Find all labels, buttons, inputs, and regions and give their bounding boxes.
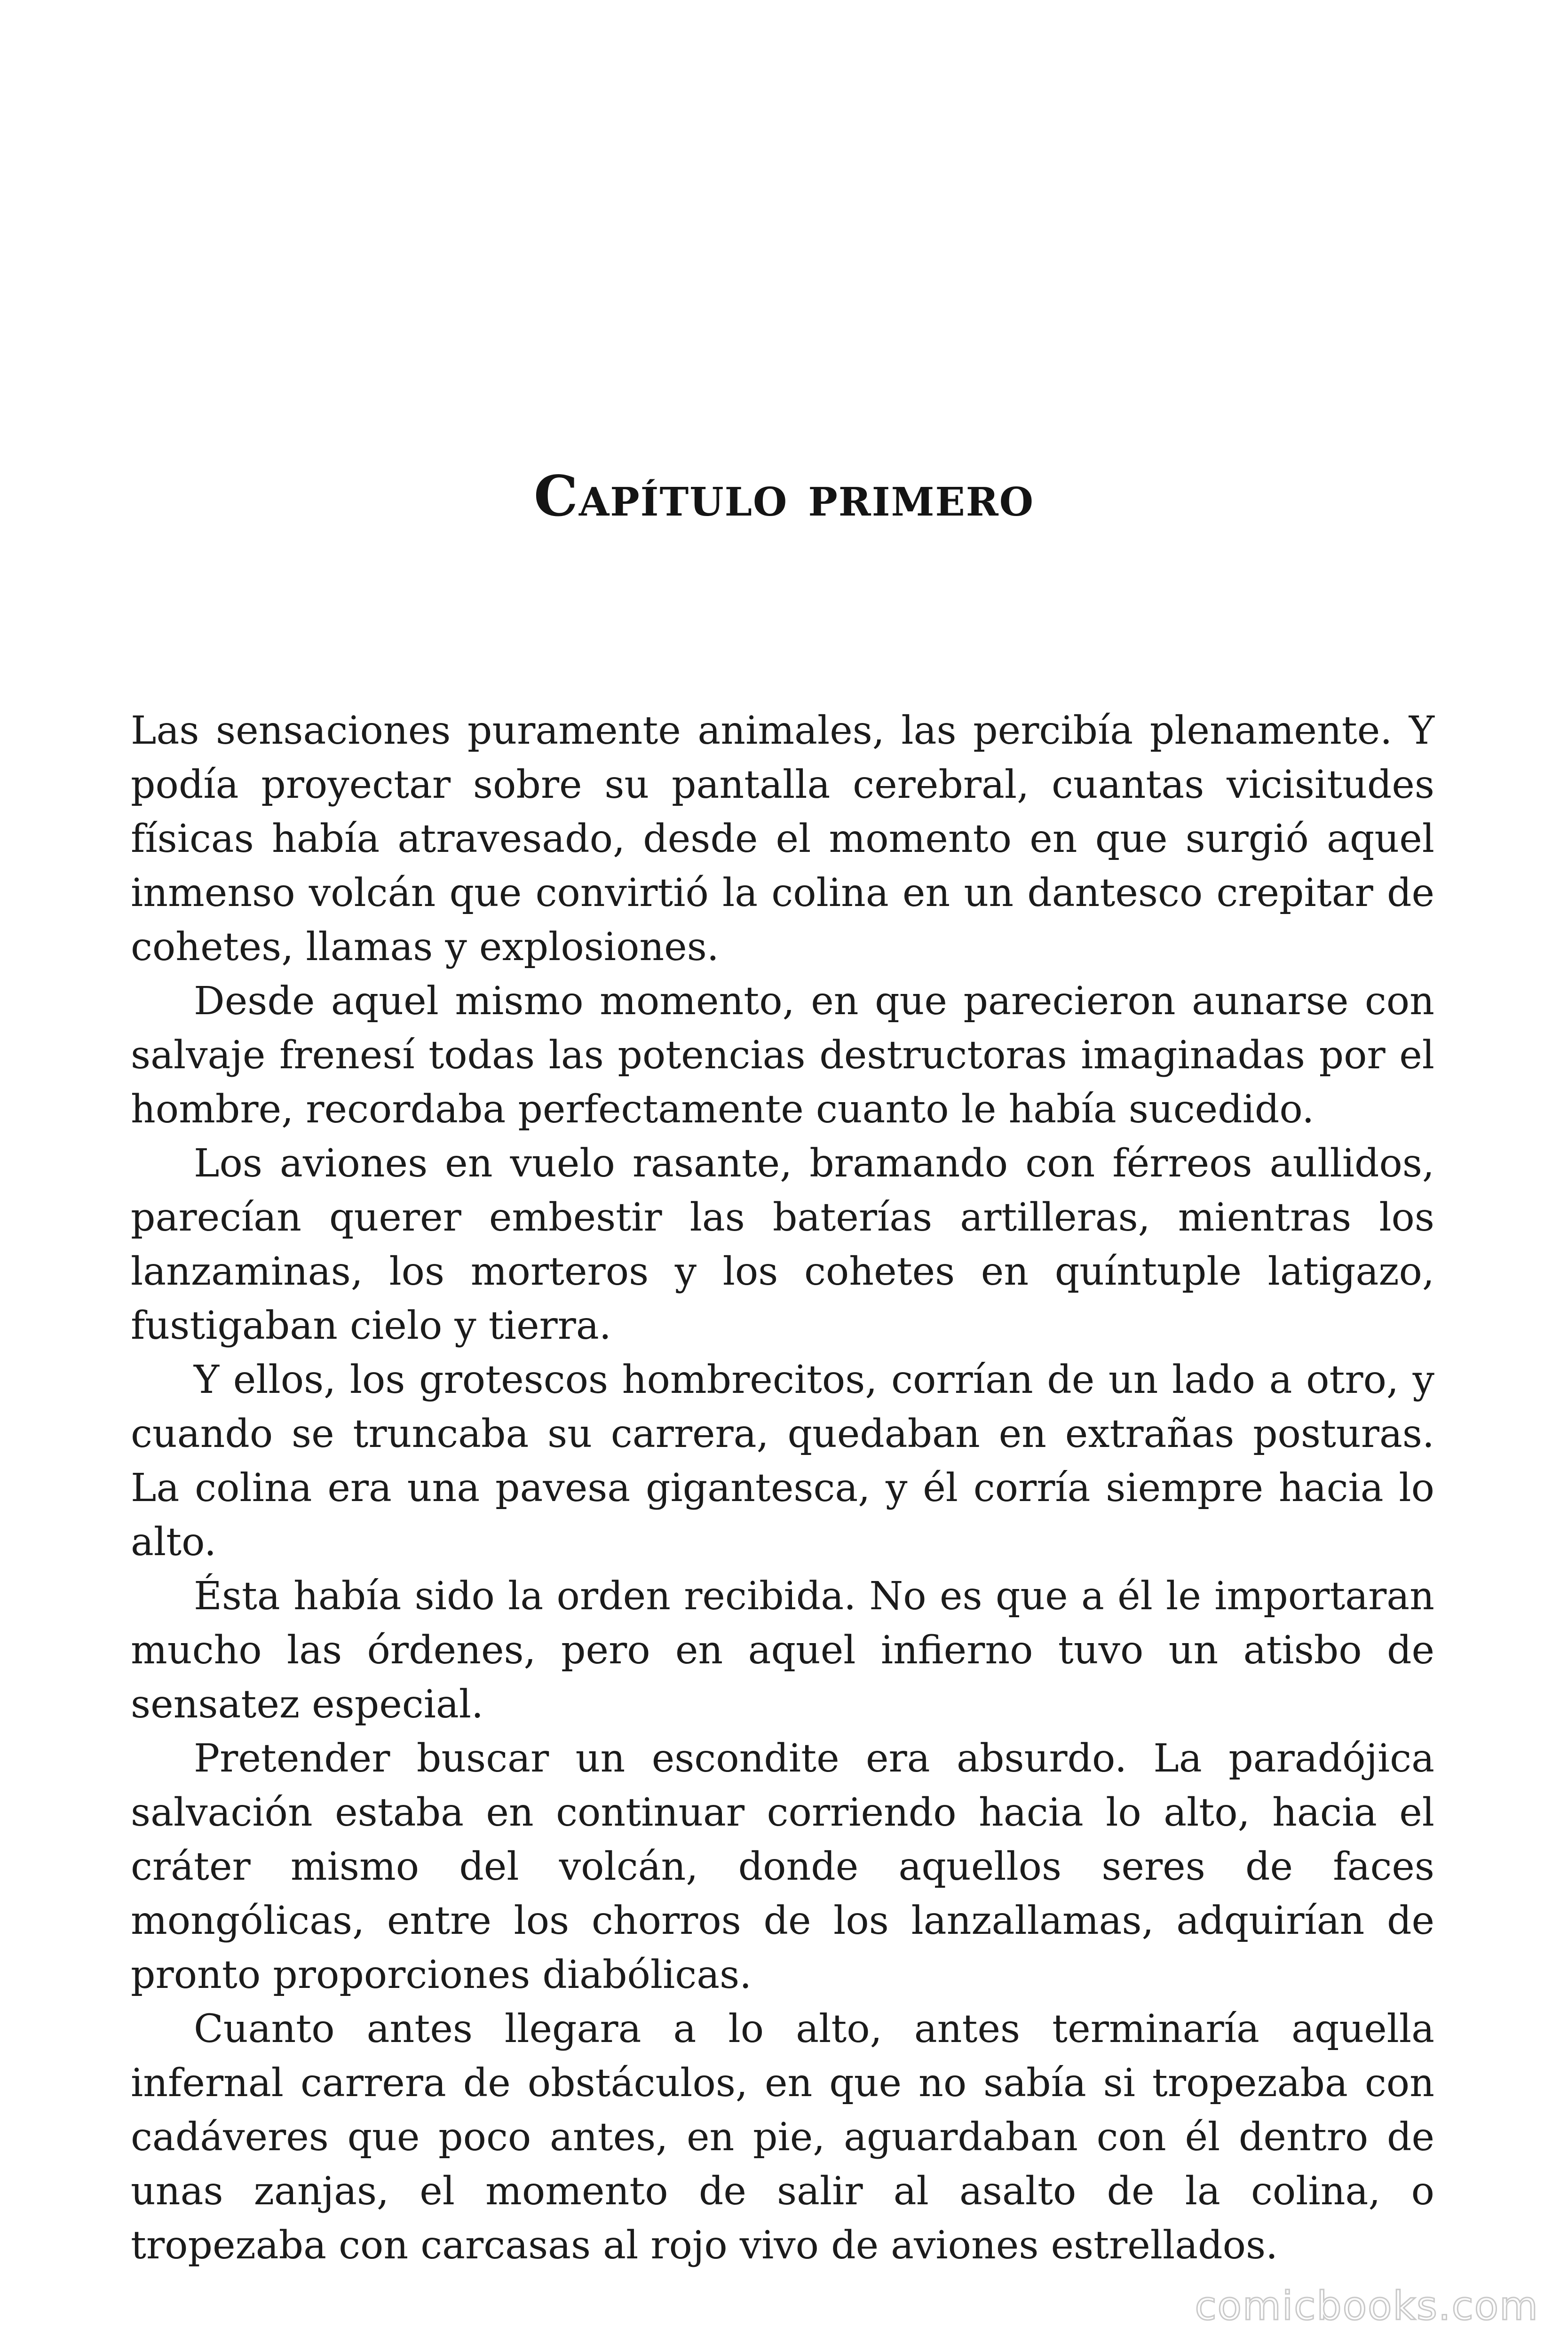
paragraph: Cuanto antes llegara a lo alto, antes terminaría aquella infernal carrera de obstáculos, en que no sabía si tropezaba con cadáveres que poco antes, en pie, aguardaban con él dentro de unas zanjas, el momento de salir al asalto de la colina, o tropezaba con carcasas al rojo vivo de aviones estrellados. — [131, 2007, 1434, 2268]
paragraph: Desde aquel mismo momento, en que parecieron aunarse con salvaje frenesí todas las potencias destructoras imaginadas por el hombre, recordaba perfectamente cuanto le había sucedido. — [131, 979, 1434, 1132]
paragraph: Pretender buscar un escondite era absurdo. La paradójica salvación estaba en continuar corriendo hacia lo alto, hacia el cráter mismo del volcán, donde aquellos seres de faces mongólicas, entre los chorros de los lanzallamas, adquirían de pronto proporciones diabólicas. — [131, 1736, 1434, 1997]
paragraph: Ésta había sido la orden recibida. No es que a él le importaran mucho las órdenes, pero en aquel infierno tuvo un atisbo de sensatez especial. — [131, 1574, 1434, 1727]
watermark: comicbooks.com — [1195, 2283, 1539, 2329]
chapter-body — [131, 704, 1434, 2273]
paragraph: Los aviones en vuelo rasante, bramando con férreos aullidos, parecían querer embestir las baterías artilleras, mientras los lanzaminas, los morteros y los cohetes en quíntuple latigazo, fustigaban cielo y tierra. — [131, 1141, 1434, 1348]
paragraph: Y ellos, los grotescos hombrecitos, corrían de un lado a otro, y cuando se truncaba su carrera, quedaban en extrañas posturas. La colina era una pavesa gigantesca, y él corría siempre hacia lo alto. — [131, 1358, 1434, 1565]
paragraph: Las sensaciones puramente animales, las percibía plenamente. Y podía proyectar sobre su pantalla cerebral, cuantas vicisitudes físicas había atravesado, desde el momento en que surgió aquel inmenso volcán que convirtió la colina en un dantesco crepitar de cohetes, llamas y explosiones. — [131, 708, 1434, 969]
chapter-title: Capítulo primero — [533, 463, 1035, 529]
